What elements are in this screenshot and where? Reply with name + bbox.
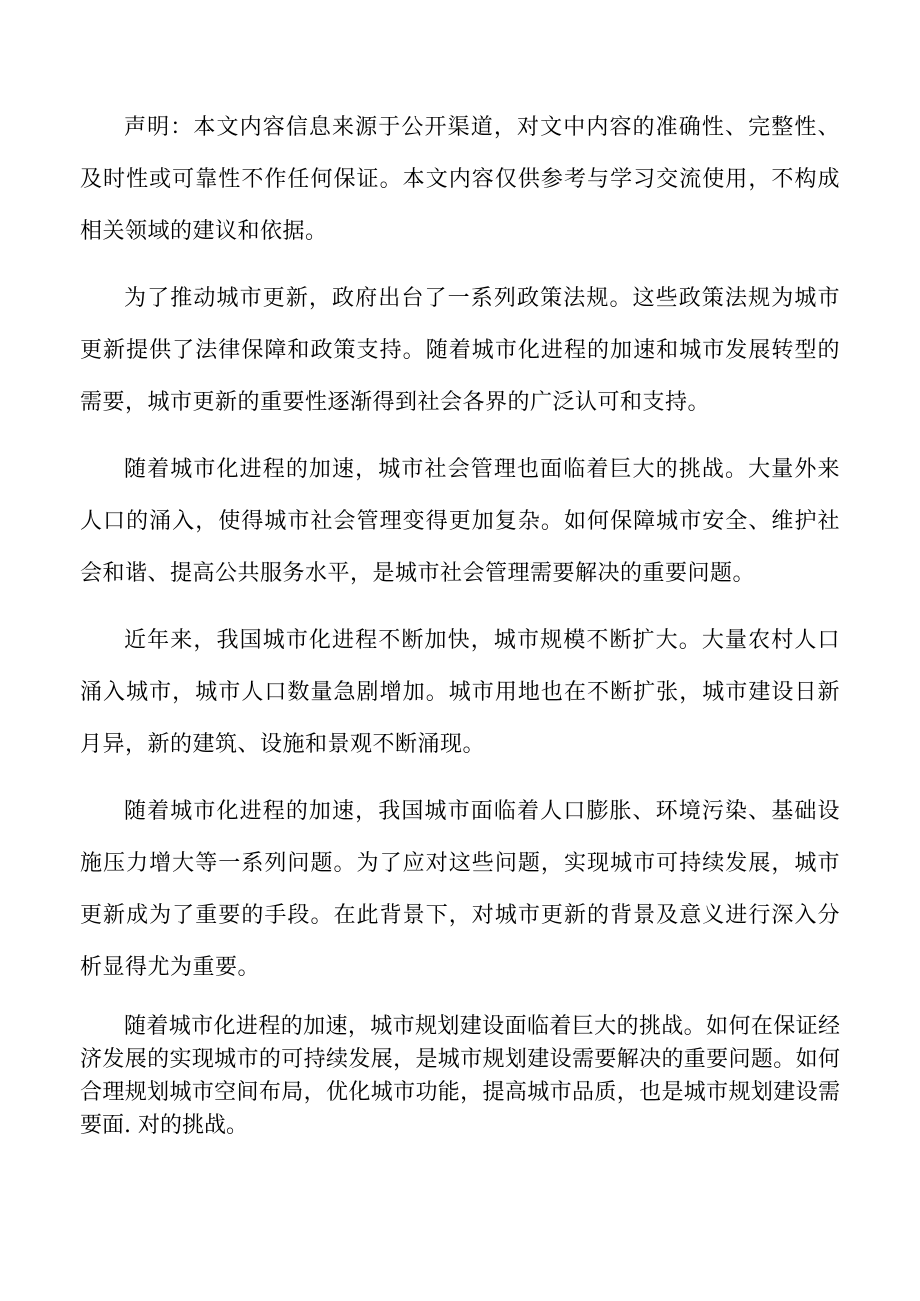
body-paragraph: 为了推动城市更新，政府出台了一系列政策法规。这些政策法规为城市更新提供了法律保障和政策支持。随着城市化进程的加速和城市发展转型的需要，城市更新的重要性逐渐得到社会各界的广泛认可和支持。	[80, 286, 840, 415]
body-paragraph: 随着城市化进程的加速，城市社会管理也面临着巨大的挑战。大量外来人口的涌入，使得城市社会管理变得更加复杂。如何保障城市安全、维护社会和谐、提高公共服务水平，是城市社会管理需要解决的重要问题。	[80, 457, 840, 586]
body-paragraph: 近年来，我国城市化进程不断加快，城市规模不断扩大。大量农村人口涌入城市，城市人口数量急剧增加。城市用地也在不断扩张，城市建设日新月异，新的建筑、设施和景观不断涌现。	[80, 628, 840, 757]
body-paragraph: 随着城市化进程的加速，我国城市面临着人口膨胀、环境污染、基础设施压力增大等一系列问题。为了应对这些问题，实现城市可持续发展，城市更新成为了重要的手段。在此背景下，对城市更新的背景及意义进行深入分析显得尤为重要。	[80, 799, 840, 980]
disclaimer-paragraph: 声明：本文内容信息来源于公开渠道，对文中内容的准确性、完整性、及时性或可靠性不作任何保证。本文内容仅供参考与学习交流使用，不构成相关领域的建议和依据。	[80, 115, 840, 244]
body-paragraph: 随着城市化进程的加速，城市规划建设面临着巨大的挑战。如何在保证经济发展的实现城市的可持续发展，是城市规划建设需要解决的重要问题。如何合理规划城市空间布局，优化城市功能，提高城市品质，也是城市规划建设需要面. 对的挑战。	[80, 1014, 840, 1138]
